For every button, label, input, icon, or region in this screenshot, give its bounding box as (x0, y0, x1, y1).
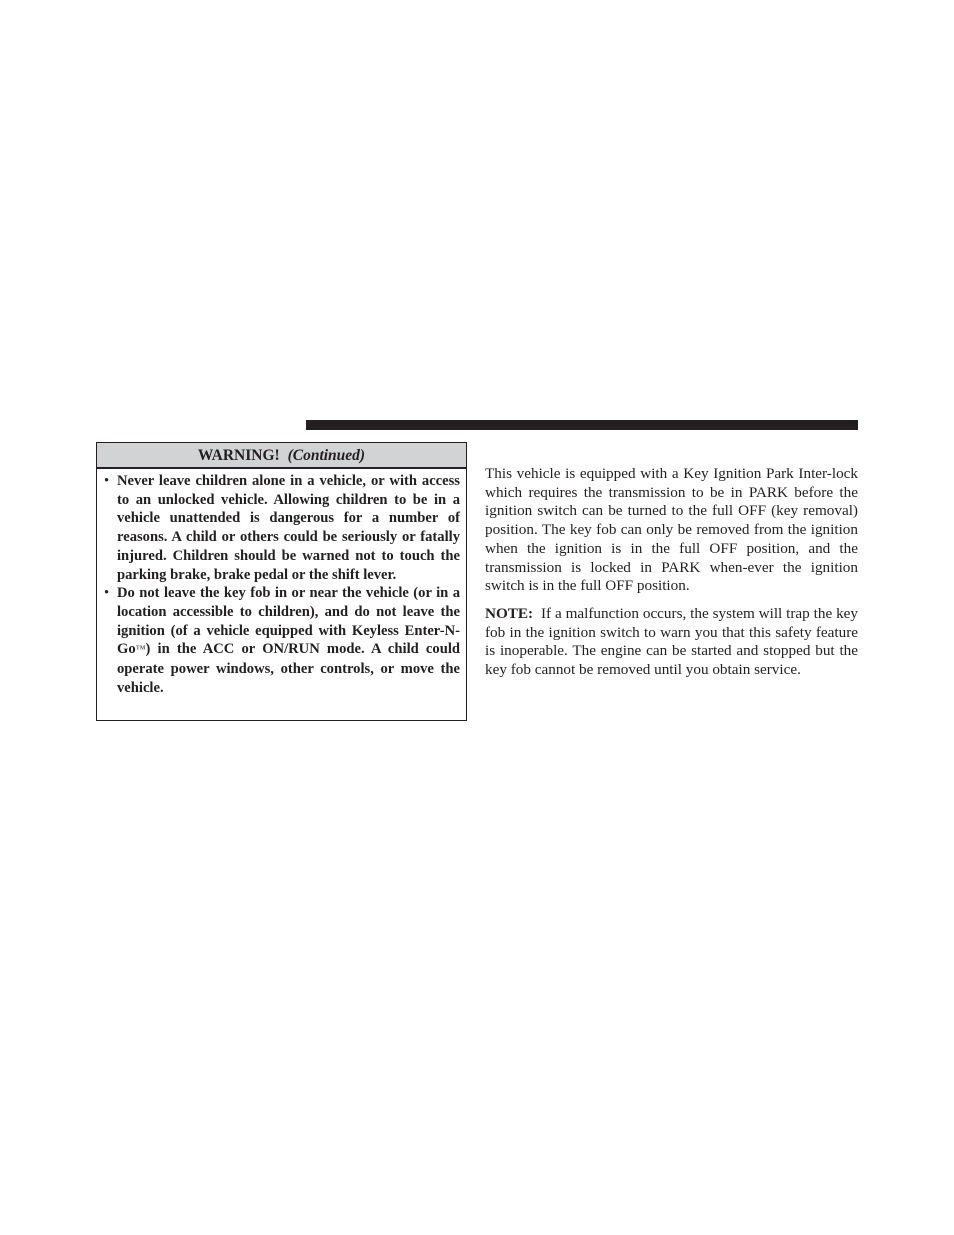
bullet-icon: • (104, 585, 110, 602)
warning-item-text: Never leave children alone in a vehicle, or with access to an unlocked vehicle. Allowing children to be in a vehicle unattended is dangerous for a number of reasons. A child or others could be seriously or fatally injured. Children should be warned not to touch the parking brake, brake pedal or the shift lever. (117, 473, 460, 583)
warning-continued: (Continued) (287, 447, 366, 464)
warning-header (97, 443, 466, 469)
interlock-paragraph: This vehicle is equipped with a Key Ignition Park Inter-lock which requires the transmission to be in PARK before the ignition switch can be turned to the full OFF (key removal) position. The key fob can only be removed from the ignition when the ignition is in the full OFF position, and the transmission is locked in PARK when-ever the ignition switch is in the full OFF position. (485, 465, 858, 595)
note-text: If a malfunction occurs, the system will trap the key fob in the ignition switch to warn you that this safety feature is inoperable. The engine can be started and stopped but the key fob cannot be removed until you obtain service. (485, 604, 858, 679)
bullet-icon: • (104, 473, 110, 489)
warning-item-text-continued: ) in the ACC or ON/RUN mode. A child could operate power windows, other controls, or move the vehicle. (117, 641, 460, 696)
warning-title: WARNING! (197, 447, 280, 464)
warning-item (104, 584, 460, 697)
note-paragraph (485, 605, 858, 680)
section-header-bar (306, 420, 858, 430)
warning-item (104, 472, 460, 584)
trademark-symbol: ™ (135, 644, 146, 656)
warning-item-text: Do not leave the key fob in or near the vehicle (or in a location accessible to children), and do not leave the ignition (of a vehicle equipped with Keyless Enter-N-Go (117, 585, 460, 658)
note-label: NOTE: (485, 604, 534, 622)
warning-list (97, 469, 466, 697)
body-text (485, 465, 858, 680)
warning-box (96, 442, 467, 721)
